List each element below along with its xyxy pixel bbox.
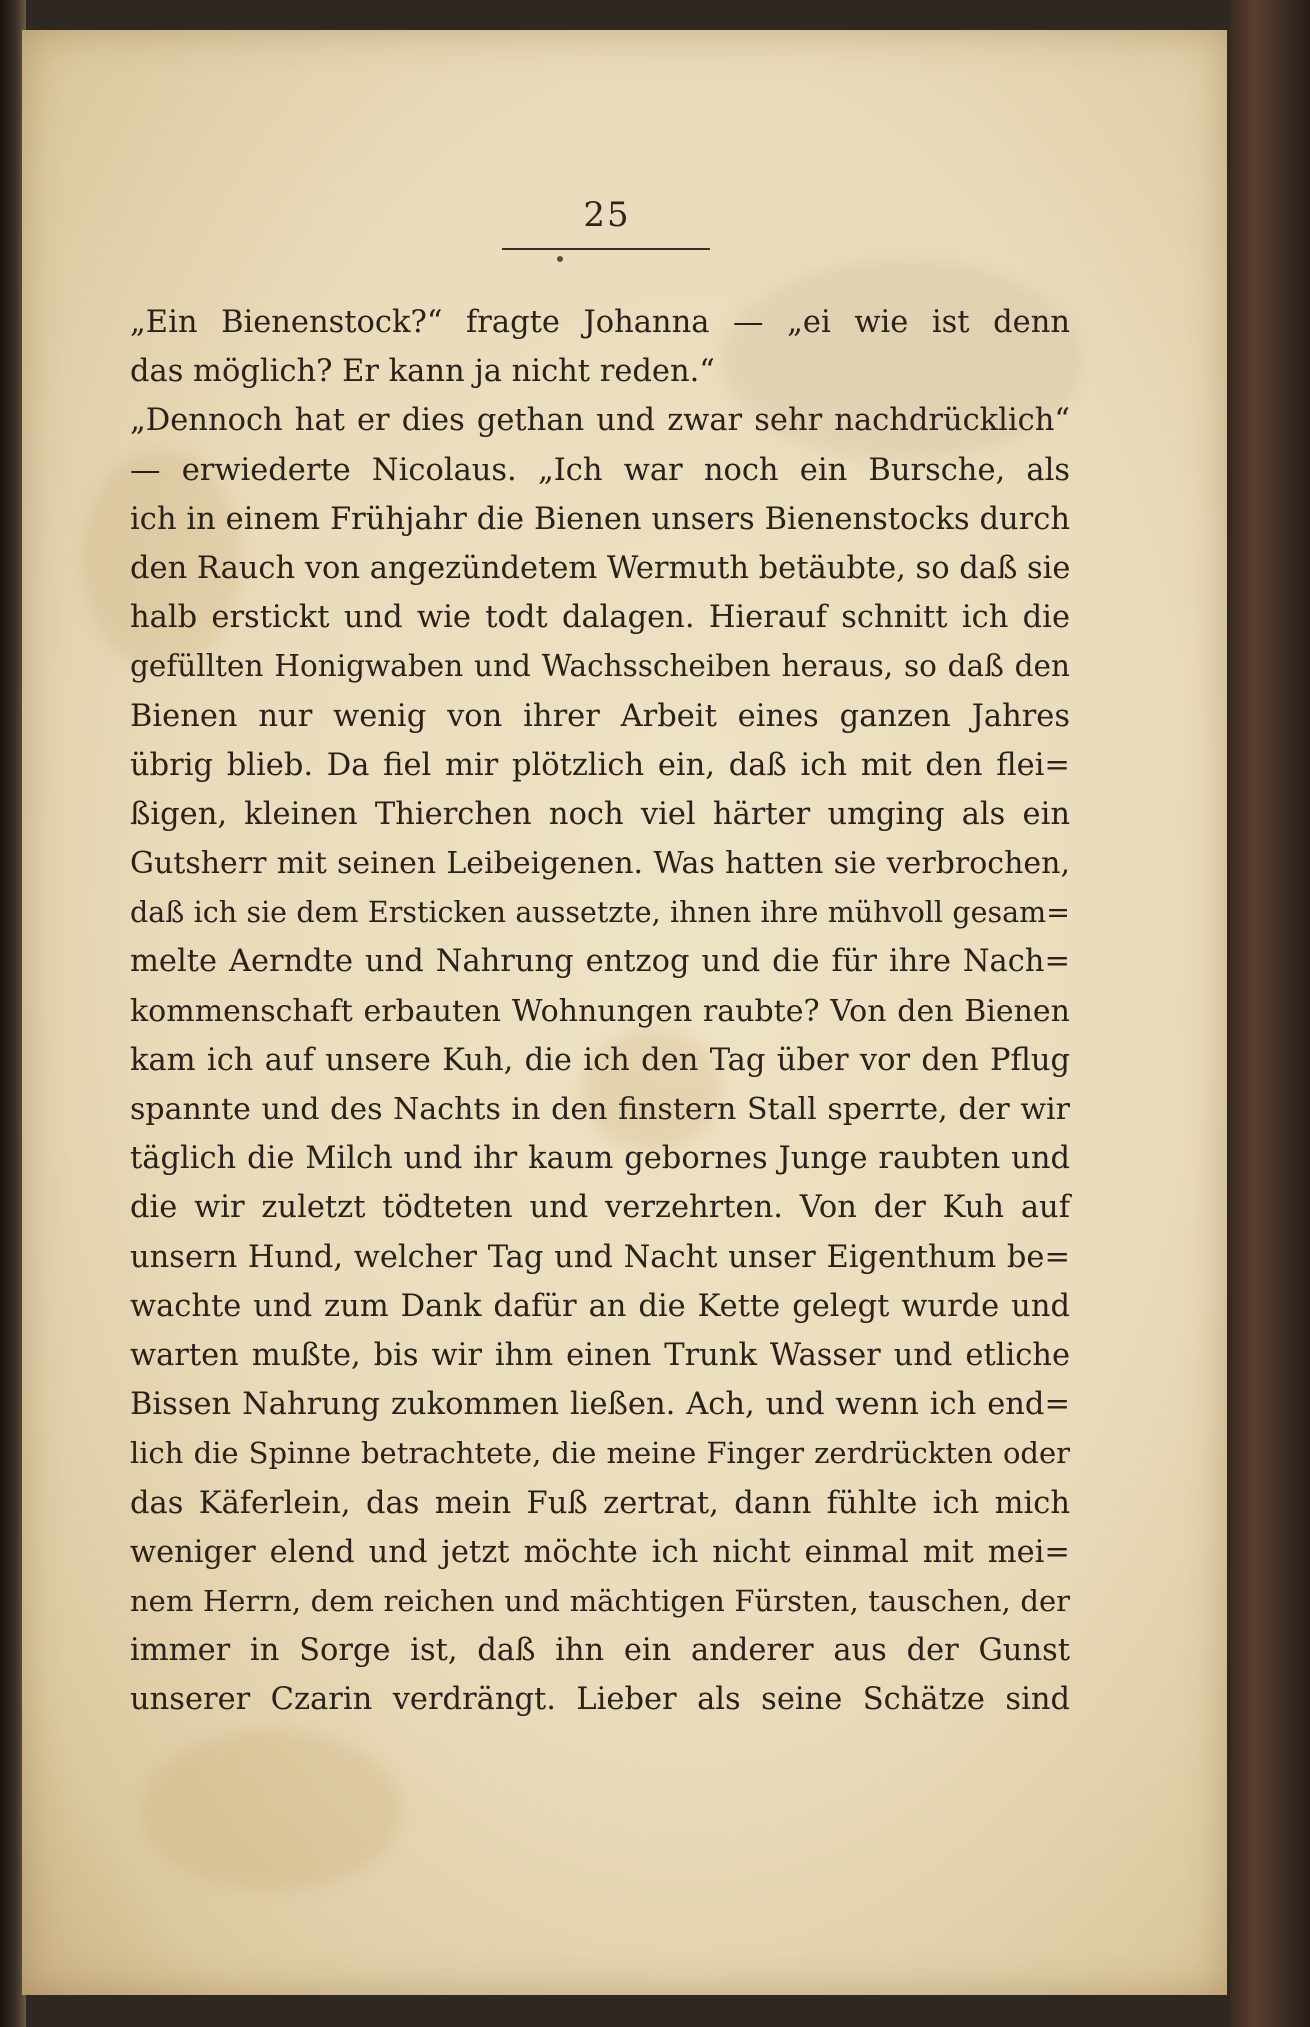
text-line: melte Aerndte und Nahrung entzog und die für ihre Nach= bbox=[130, 944, 1070, 980]
text-line: das möglich? Er kann ja nicht reden.“ bbox=[130, 354, 715, 390]
text-line: spannte und des Nachts in den finstern Stall sperrte, der wir bbox=[130, 1092, 1070, 1127]
text-line: unserer Czarin verdrängt. Lieber als seine Schätze sind bbox=[130, 1682, 1070, 1718]
text-line: kommenschaft erbauten Wohnungen raubte? Von den Bienen bbox=[130, 993, 1070, 1029]
text-line: übrig blieb. Da fiel mir plötzlich ein, daß ich mit den flei= bbox=[130, 747, 1070, 783]
text-line: das Käferlein, das mein Fuß zertrat, dann fühlte ich mich bbox=[130, 1485, 1070, 1521]
text-line: immer in Sorge ist, daß ihn ein anderer aus der Gunst bbox=[130, 1633, 1070, 1669]
text-line: kam ich auf unsere Kuh, die ich den Tag über vor den Pflug bbox=[130, 1042, 1070, 1078]
text-line: wachte und zum Dank dafür an die Kette gelegt wurde und bbox=[130, 1288, 1070, 1324]
text-line: warten mußte, bis wir ihm einen Trunk Wasser und etliche bbox=[130, 1337, 1070, 1373]
text-line: gefüllten Honigwaben und Wachsscheiben heraus, so daß den bbox=[130, 649, 1070, 684]
text-line: daß ich sie dem Ersticken aussetzte, ihnen ihre mühvoll gesam= bbox=[130, 896, 1070, 930]
body-text bbox=[130, 298, 1070, 1724]
header-rule bbox=[502, 248, 710, 250]
text-line: Bissen Nahrung zukommen ließen. Ach, und wenn ich end= bbox=[130, 1387, 1070, 1423]
text-line: weniger elend und jetzt möchte ich nicht einmal mit mei= bbox=[130, 1534, 1070, 1570]
paper-stain bbox=[142, 1730, 402, 1890]
text-line: halb erstickt und wie todt dalagen. Hierauf schnitt ich die bbox=[130, 600, 1070, 636]
text-line: ßigen, kleinen Thierchen noch viel härter umging als ein bbox=[130, 796, 1070, 832]
text-line: „Ein Bienenstock?“ fragte Johanna — „ei wie ist denn bbox=[130, 305, 1070, 340]
text-line: ich in einem Frühjahr die Bienen unsers Bienenstocks durch bbox=[130, 501, 1070, 537]
paper-page bbox=[22, 30, 1227, 1995]
text-line: lich die Spinne betrachtete, die meine Finger zerdrückten oder bbox=[130, 1436, 1070, 1471]
text-line: „Dennoch hat er dies gethan und zwar sehr nachdrücklich“ bbox=[130, 403, 1070, 439]
text-line: Bienen nur wenig von ihrer Arbeit eines ganzen Jahres bbox=[130, 698, 1070, 734]
header-rule-ornament bbox=[557, 256, 563, 262]
text-line: den Rauch von angezündetem Wermuth betäubte, so daß sie bbox=[130, 550, 1071, 586]
page-number: 25 bbox=[583, 195, 631, 235]
text-line: Gutsherr mit seinen Leibeigenen. Was hatten sie verbrochen, bbox=[130, 846, 1070, 882]
text-line: die wir zuletzt tödteten und verzehrten. Von der Kuh auf bbox=[130, 1190, 1070, 1226]
book-cover-edge bbox=[1230, 0, 1310, 2027]
text-line: — erwiederte Nicolaus. „Ich war noch ein Bursche, als bbox=[130, 452, 1070, 488]
text-line: täglich die Milch und ihr kaum gebornes Junge raubten und bbox=[130, 1141, 1070, 1177]
text-line: unsern Hund, welcher Tag und Nacht unser Eigenthum be= bbox=[130, 1239, 1070, 1275]
text-line: nem Herrn, dem reichen und mächtigen Fürsten, tauschen, der bbox=[130, 1583, 1070, 1618]
